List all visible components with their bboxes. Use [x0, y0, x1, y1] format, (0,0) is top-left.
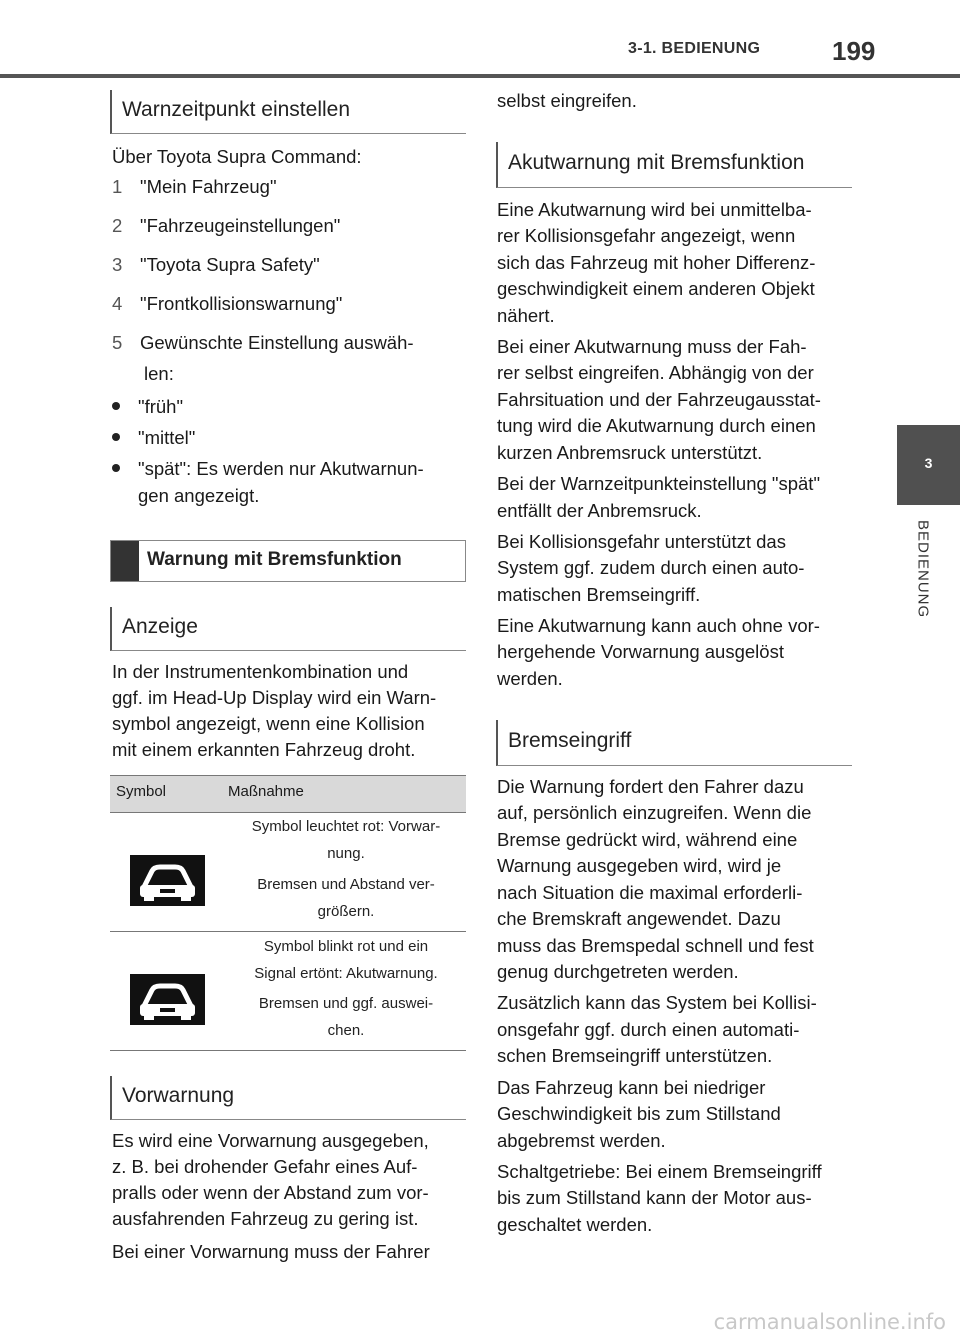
heading-bremsfunktion [110, 540, 466, 582]
step-2 [112, 213, 340, 240]
akut-p1-l3: sich das Fahrzeug mit hoher Differenz- [497, 252, 816, 273]
step-text: "Fahrzeugeinstellungen" [140, 215, 341, 236]
brems-p1-l5: nach Situation die maximal erforderli- [497, 882, 803, 903]
akut-p4-l1: Bei Kollisionsgefahr unterstützt das [497, 531, 786, 552]
anzeige-line-3: symbol angezeigt, wenn eine Kollision [112, 713, 425, 734]
akut-p1-l5: nähert. [497, 305, 555, 326]
brems-p3-l2: Geschwindigkeit bis zum Stillstand [497, 1103, 781, 1124]
vorwarnung-line-1: Es wird eine Vorwarnung ausgegeben, [112, 1130, 429, 1151]
brems-p1-l7: muss das Bremspedal schnell und fest [497, 935, 814, 956]
akut-p4-l2: System ggf. zudem durch einen auto- [497, 557, 805, 578]
row2-line2: Signal ertönt: Akutwarnung. [254, 965, 438, 982]
heading-text: Warnung mit Bremsfunktion [147, 549, 402, 570]
chapter-number: 3 [924, 455, 933, 471]
heading-anzeige: Anzeige [110, 607, 466, 651]
brems-p4-l1: Schaltgetriebe: Bei einem Bremseingriff [497, 1161, 822, 1182]
step-number: 2 [112, 215, 123, 236]
chapter-label-text: BEDIENUNG [914, 520, 932, 619]
header-rule [0, 74, 960, 78]
bullet-dot-icon [112, 464, 120, 472]
step-3 [112, 252, 320, 279]
col-massnahme-header: Maßnahme [228, 783, 304, 800]
akut-p5-l3: werden. [497, 668, 563, 689]
step-5-continued: len: [144, 363, 174, 384]
bullet-spaet: "spät": Es werden nur Akutwarnun- [112, 456, 424, 482]
akut-p1-l2: rer Kollisionsgefahr angezeigt, wenn [497, 225, 796, 246]
step-text: "Frontkollisionswarnung" [140, 293, 343, 314]
page-number: 199 [832, 36, 876, 66]
brems-p1-l4: Warnung ausgegeben wird, wird je [497, 855, 782, 876]
vorwarnung-line-4: ausfahrenden Fahrzeug zu gering ist. [112, 1208, 419, 1229]
akut-p3-l1: Bei der Warnzeitpunkteinstellung "spät" [497, 473, 821, 494]
watermark: carmanualsonline.info [713, 1310, 946, 1334]
bullet-dot-icon [112, 433, 120, 441]
akut-p2-l4: tung wird die Akutwarnung durch einen [497, 415, 816, 436]
step-5 [112, 330, 414, 357]
akut-p4-l3: matischen Bremseingriff. [497, 584, 701, 605]
heading-akutwarnung: Akutwarnung mit Bremsfunktion [496, 142, 852, 188]
step-text: "Mein Fahrzeug" [140, 176, 277, 197]
anzeige-line-2: ggf. im Head-Up Display wird ein Warn- [112, 687, 437, 708]
vorwarnung-line-3: pralls oder wenn der Abstand zum vor- [112, 1182, 429, 1203]
akut-p5-l1: Eine Akutwarnung kann auch ohne vor- [497, 615, 820, 636]
car-warning-icon [130, 855, 205, 906]
brems-p1-l6: che Bremskraft angewendet. Dazu [497, 908, 781, 929]
step-4 [112, 291, 342, 318]
brems-p2-l1: Zusätzlich kann das System bei Kollisi- [497, 992, 817, 1013]
step-text: "Toyota Supra Safety" [140, 254, 320, 275]
heading-bremseingriff: Bremseingriff [496, 720, 852, 766]
akut-p2-l5: kurzen Anbremsruck unterstützt. [497, 442, 763, 463]
vorwarnung-line-5: Bei einer Vorwarnung muss der Fahrer [112, 1241, 430, 1262]
brems-p4-l3: geschaltet werden. [497, 1214, 653, 1235]
brems-p3-l1: Das Fahrzeug kann bei niedriger [497, 1077, 766, 1098]
step-number: 1 [112, 176, 123, 197]
brems-p1-l8: genug durchgetreten werden. [497, 961, 739, 982]
brems-p1-l3: Bremse gedrückt wird, während eine [497, 829, 798, 850]
section-title: 3-1. BEDIENUNG [628, 40, 761, 57]
step-1 [112, 174, 277, 201]
anzeige-line-4: mit einem erkannten Fahrzeug droht. [112, 739, 416, 760]
heading-vorwarnung: Vorwarnung [110, 1076, 466, 1120]
akut-p2-l2: rer selbst eingreifen. Abhängig von der [497, 362, 814, 383]
brems-p1-l2: auf, persönlich einzugreifen. Wenn die [497, 802, 812, 823]
row2-line3: Bremsen und ggf. auswei- [258, 995, 434, 1012]
akut-p1-l4: geschwindigkeit einem anderen Objekt [497, 278, 815, 299]
row2-line1: Symbol blinkt rot und ein [263, 938, 429, 955]
brems-p2-l3: schen Bremseingriff unterstützen. [497, 1045, 773, 1066]
heading-warnzeitpunkt: Warnzeitpunkt einstellen [110, 90, 466, 134]
row1-line4: größern. [317, 903, 375, 920]
bullet-frueh: "früh" [112, 394, 183, 420]
brems-p3-l3: abgebremst werden. [497, 1130, 666, 1151]
heading-block-marker [111, 541, 139, 581]
step-text: Gewünschte Einstellung auswäh- [140, 332, 414, 353]
bullet-spaet-continued: gen angezeigt. [138, 485, 260, 506]
step-number: 4 [112, 293, 123, 314]
bullet-mittel: "mittel" [112, 425, 195, 451]
brems-p4-l2: bis zum Stillstand kann der Motor aus- [497, 1187, 812, 1208]
akut-p2-l3: Fahrsituation und der Fahrzeugausstat- [497, 389, 821, 410]
row2-line4: chen. [327, 1022, 365, 1039]
row1-line1: Symbol leuchtet rot: Vorwar- [251, 818, 441, 835]
akut-p1-l1: Eine Akutwarnung wird bei unmittelba- [497, 199, 812, 220]
anzeige-line-1: In der Instrumentenkombination und [112, 661, 409, 682]
car-warning-icon [130, 974, 205, 1025]
chapter-tab [897, 425, 960, 505]
vorwarnung-line-2: z. B. bei drohender Gefahr eines Auf- [112, 1156, 418, 1177]
intro-text: Über Toyota Supra Command: [112, 146, 362, 167]
step-number: 3 [112, 254, 123, 275]
chapter-label [893, 520, 953, 640]
akut-p3-l2: entfällt der Anbremsruck. [497, 500, 702, 521]
row1-line3: Bremsen und Abstand ver- [257, 876, 435, 893]
akut-p2-l1: Bei einer Akutwarnung muss der Fah- [497, 336, 807, 357]
step-number: 5 [112, 332, 123, 353]
row1-line2: nung. [327, 845, 365, 862]
bullet-dot-icon [112, 402, 120, 410]
akut-p5-l2: hergehende Vorwarnung ausgelöst [497, 641, 784, 662]
brems-p2-l2: onsgefahr ggf. durch einen automati- [497, 1019, 800, 1040]
col-symbol-header: Symbol [116, 783, 167, 800]
brems-p1-l1: Die Warnung fordert den Fahrer dazu [497, 776, 804, 797]
continued-text: selbst eingreifen. [497, 90, 637, 111]
table-header [110, 775, 466, 813]
